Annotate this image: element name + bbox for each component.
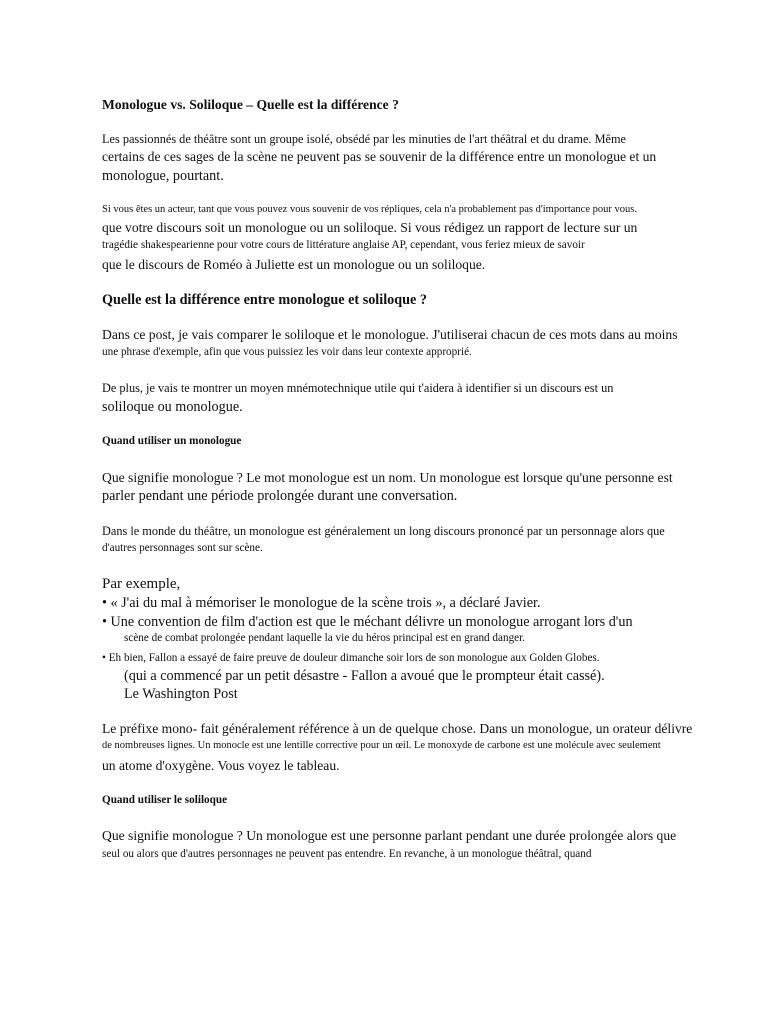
document-title: Monologue vs. Soliloque – Quelle est la différence ?	[102, 97, 399, 112]
para2-line-3: tragédie shakespearienne pour votre cours de littérature anglaise AP, cependant, vous feriez mieux de savoir	[102, 239, 585, 251]
para4-line-2: soliloque ou monologue.	[102, 399, 243, 415]
para2-line-4: que le discours de Roméo à Juliette est un monologue ou un soliloque.	[102, 257, 486, 272]
para7-line-2: de nombreuses lignes. Un monocle est une lentille corrective pour un œil. Le monoxyde de carbone est une molécule avec seulement	[102, 740, 661, 751]
para2-line-1: Si vous êtes un acteur, tant que vous pouvez vous souvenir de vos répliques, cela n'a probablement pas d'importance pour vous.	[102, 204, 637, 215]
examples-intro: Par exemple,	[102, 576, 181, 592]
intro-line-3: monologue, pourtant.	[102, 168, 224, 184]
example-bullet-3-line-1: • Eh bien, Fallon a essayé de faire preuve de douleur dimanche soir lors de son monologue aux Golden Globes.	[102, 652, 600, 664]
para4-line-1: De plus, je vais te montrer un moyen mnémotechnique utile qui t'aidera à identifier si un discours est un	[102, 381, 614, 395]
para3-line-1: Dans ce post, je vais comparer le soliloque et le monologue. J'utiliserai chacun de ces mots dans au moins	[102, 327, 678, 342]
example-bullet-1: • « J'ai du mal à mémoriser le monologue de la scène trois », a déclaré Javier.	[102, 595, 541, 611]
para7-line-1: Le préfixe mono- fait généralement référence à un de quelque chose. Dans un monologue, un orateur délivre	[102, 721, 693, 736]
intro-line-2: certains de ces sages de la scène ne peuvent pas se souvenir de la différence entre un monologue et un	[102, 149, 657, 164]
para8-line-2: seul ou alors que d'autres personnages ne peuvent pas entendre. En revanche, à un monologue théâtral, quand	[102, 848, 592, 860]
example-bullet-2-line-1: • Une convention de film d'action est que le méchant délivre un monologue arrogant lors d'un	[102, 614, 633, 630]
example-bullet-2-line-2: scène de combat prolongée pendant laquelle la vie du héros principal est en grand danger.	[124, 632, 526, 644]
para6-line-1: Dans le monde du théâtre, un monologue est généralement un long discours prononcé par un personnage alors que	[102, 524, 665, 538]
example-bullet-3-line-2: (qui a commencé par un petit désastre - Fallon a avoué que le prompteur était cassé).	[124, 668, 605, 684]
section-heading-soliloque: Quand utiliser le soliloque	[102, 794, 228, 806]
intro-line-1: Les passionnés de théâtre sont un groupe isolé, obsédé par les minuties de l'art théâtral et du drame. Même	[102, 132, 626, 146]
para3-line-2: une phrase d'exemple, afin que vous puissiez les voir dans leur contexte approprié.	[102, 346, 472, 358]
example-source: Le Washington Post	[124, 686, 238, 702]
section-heading-monologue: Quand utiliser un monologue	[102, 435, 242, 447]
section-heading-difference: Quelle est la différence entre monologue et soliloque ?	[102, 292, 427, 308]
para5-line-1: Que signifie monologue ? Le mot monologue est un nom. Un monologue est lorsque qu'une personne est	[102, 470, 673, 485]
para7-line-3: un atome d'oxygène. Vous voyez le tableau.	[102, 758, 340, 773]
para5-line-2: parler pendant une période prolongée durant une conversation.	[102, 488, 458, 504]
para2-line-2: que votre discours soit un monologue ou un soliloque. Si vous rédigez un rapport de lecture sur un	[102, 220, 638, 235]
para8-line-1: Que signifie monologue ? Un monologue est une personne parlant pendant une durée prolongée alors que	[102, 828, 677, 843]
para6-line-2: d'autres personnages sont sur scène.	[102, 542, 263, 554]
